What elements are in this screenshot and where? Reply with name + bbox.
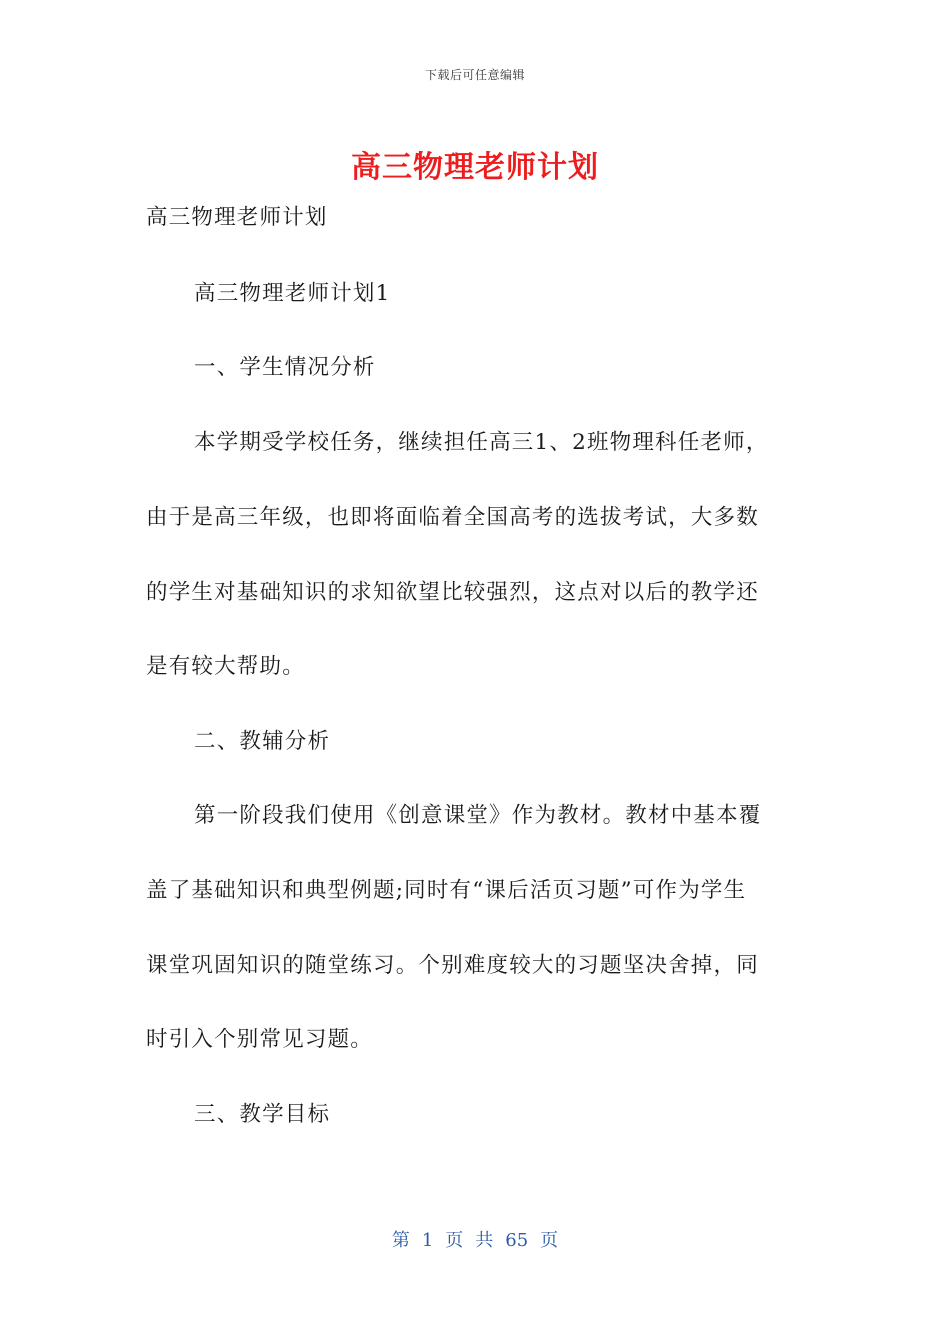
section-heading-student-analysis: 一、学生情况分析 — [194, 355, 376, 380]
footer-label: 页 — [540, 1230, 559, 1251]
footer-label: 页 — [445, 1230, 464, 1251]
paragraph-line: 是有较大帮助。 — [146, 654, 305, 679]
page-total: 65 — [505, 1230, 529, 1251]
page-footer — [0, 1226, 950, 1252]
header-note: 下载后可任意编辑 — [424, 68, 525, 82]
paragraph-line: 第一阶段我们使用《创意课堂》作为教材。教材中基本覆 — [194, 803, 762, 828]
section-heading-plan-1: 高三物理老师计划1 — [194, 281, 391, 306]
footer-label: 共 — [475, 1230, 494, 1251]
section-heading-materials-analysis: 二、教辅分析 — [194, 729, 331, 754]
paragraph-line: 本学期受学校任务，继续担任高三1、2班物理科任老师， — [194, 430, 769, 455]
paragraph-line: 盖了基础知识和典型例题;同时有“课后活页习题”可作为学生 — [146, 878, 747, 903]
document-title: 高三物理老师计划 — [351, 150, 599, 185]
paragraph-line: 时引入个别常见习题。 — [146, 1027, 374, 1052]
paragraph-line: 课堂巩固知识的随堂练习。个别难度较大的习题坚决舍掉，同 — [146, 953, 759, 978]
subtitle-line: 高三物理老师计划 — [146, 205, 328, 230]
footer-label: 第 — [391, 1230, 410, 1251]
paragraph-line: 的学生对基础知识的求知欲望比较强烈，这点对以后的教学还 — [146, 580, 759, 605]
section-heading-teaching-goals: 三、教学目标 — [194, 1102, 331, 1127]
page-current: 1 — [421, 1230, 434, 1251]
paragraph-line: 由于是高三年级，也即将面临着全国高考的选拔考试，大多数 — [146, 505, 759, 530]
